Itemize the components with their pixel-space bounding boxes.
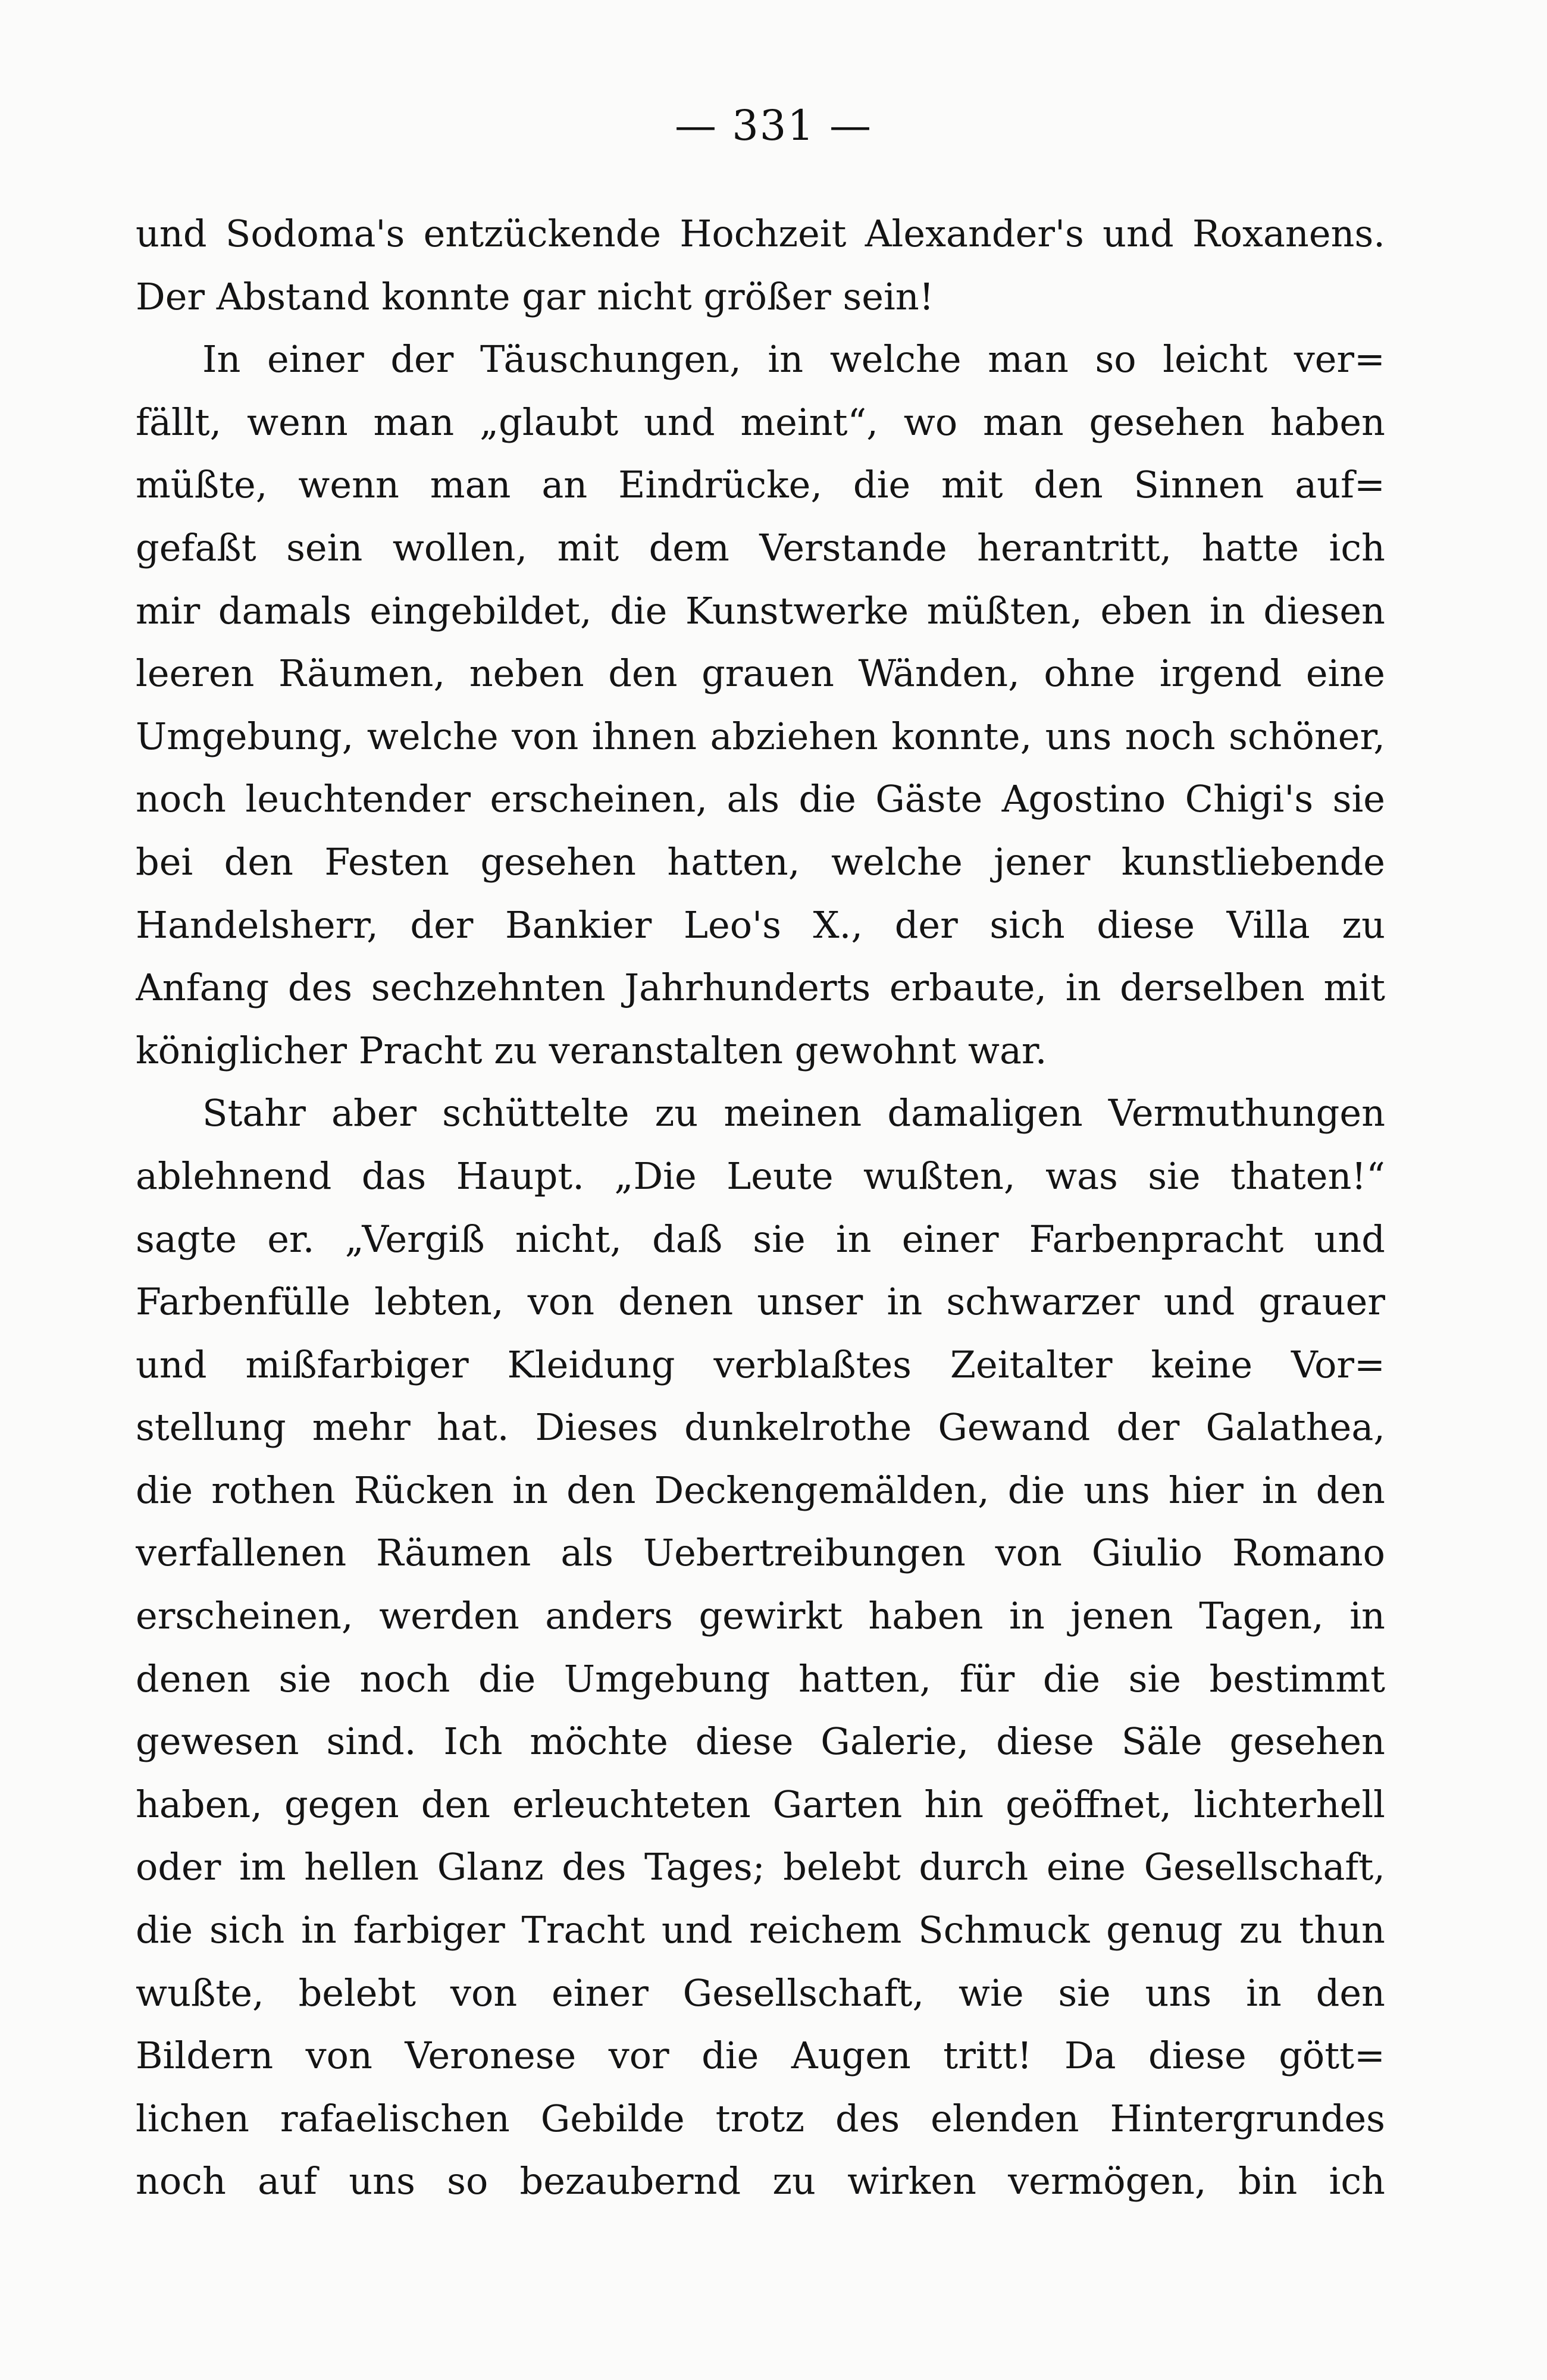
text-line: noch auf uns so bezaubernd zu wirken vermögen, bin ich xyxy=(136,2159,1385,2203)
text-line: verfallenen Räumen als Uebertreibungen von Giulio Romano xyxy=(136,1531,1385,1575)
text-line: denen sie noch die Umgebung hatten, für die sie bestimmt xyxy=(136,1656,1385,1701)
text-line: ablehnend das Haupt. „Die Leute wußten, was sie thaten!“ xyxy=(136,1154,1385,1198)
text-line: stellung mehr hat. Dieses dunkelrothe Gewand der Galathea, xyxy=(136,1405,1385,1449)
body-text xyxy=(136,202,1385,2213)
text-line: leeren Räumen, neben den grauen Wänden, ohne irgend eine xyxy=(136,652,1385,696)
text-line: oder im hellen Glanz des Tages; belebt durch eine Gesellschaft, xyxy=(136,1845,1385,1889)
text-line: fällt, wenn man „glaubt und meint“, wo man gesehen haben xyxy=(136,400,1385,444)
text-line: und mißfarbiger Kleidung verblaßtes Zeitalter keine Vor= xyxy=(136,1342,1385,1386)
text-line: erscheinen, werden anders gewirkt haben in jenen Tagen, in xyxy=(136,1594,1385,1638)
text-line: bei den Festen gesehen hatten, welche jener kunstliebende xyxy=(136,840,1385,884)
text-line: Farbenfülle lebten, von denen unser in schwarzer und grauer xyxy=(136,1280,1385,1324)
text-line: mir damals eingebildet, die Kunstwerke müßten, eben in diesen xyxy=(136,588,1385,632)
text-line: Bildern von Veronese vor die Augen tritt! Da diese gött= xyxy=(136,2034,1385,2078)
text-line: Anfang des sechzehnten Jahrhunderts erbaute, in derselben mit xyxy=(136,966,1385,1010)
text-line: gefaßt sein wollen, mit dem Verstande herantritt, hatte ich xyxy=(136,525,1385,569)
text-line: wußte, belebt von einer Gesellschaft, wie sie uns in den xyxy=(136,1971,1385,2015)
text-line: Handelsherr, der Bankier Leo's X., der sich diese Villa zu xyxy=(136,903,1385,947)
paragraph-start-line: Stahr aber schüttelte zu meinen damaligen Vermuthungen xyxy=(202,1091,1385,1135)
page-number: — 331 — xyxy=(674,101,873,150)
text-line: königlicher Pracht zu veranstalten gewohnt war. xyxy=(136,1028,1047,1072)
text-line: die sich in farbiger Tracht und reichem Schmuck genug zu thun xyxy=(136,1908,1385,1952)
text-line: Umgebung, welche von ihnen abziehen konnte, uns noch schöner, xyxy=(136,714,1385,758)
text-line: und Sodoma's entzückende Hochzeit Alexander's und Roxanens. xyxy=(136,212,1385,255)
text-line: haben, gegen den erleuchteten Garten hin geöffnet, lichterhell xyxy=(136,1782,1385,1826)
text-line: müßte, wenn man an Eindrücke, die mit den Sinnen auf= xyxy=(136,463,1385,507)
text-line: die rothen Rücken in den Deckengemälden, die uns hier in den xyxy=(136,1468,1385,1512)
paragraph-start-line: In einer der Täuschungen, in welche man so leicht ver= xyxy=(202,337,1385,381)
text-line: sagte er. „Vergiß nicht, daß sie in einer Farbenpracht und xyxy=(136,1217,1385,1261)
text-line: noch leuchtender erscheinen, als die Gäste Agostino Chigi's sie xyxy=(136,777,1385,821)
text-line: gewesen sind. Ich möchte diese Galerie, diese Säle gesehen xyxy=(136,1720,1385,1764)
text-line: lichen rafaelischen Gebilde trotz des elenden Hintergrundes xyxy=(136,2096,1385,2140)
text-line: Der Abstand konnte gar nicht größer sein! xyxy=(136,274,934,318)
